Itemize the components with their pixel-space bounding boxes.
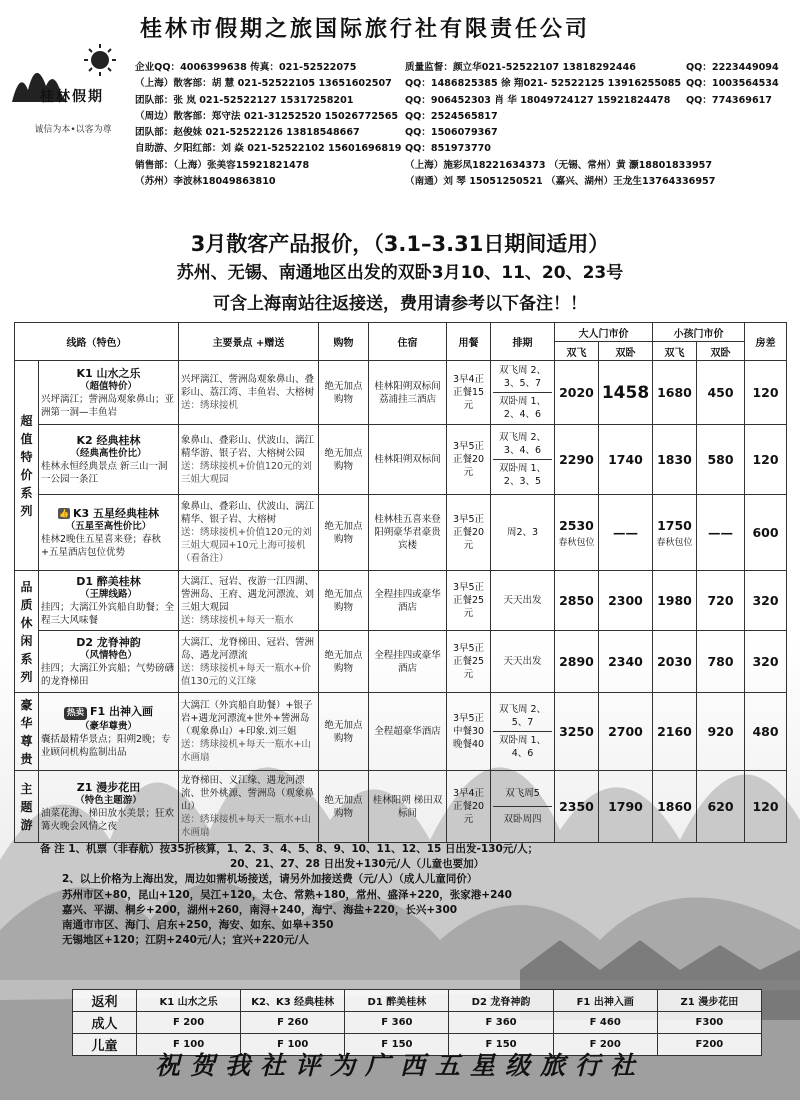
table-row [15,693,787,771]
contact-row [135,93,795,109]
rebate-cell: F 360 [449,1012,553,1034]
child-train-price: 780 [697,631,745,693]
adult-fly-price: 2020 [555,361,599,425]
route-name: D2 龙脊神韵 [76,635,141,649]
contact-text: QQ：2223449094 [686,62,779,73]
contact-text: （周边）散客部：郑守法 021-31252520 15026772565 [135,110,399,122]
sights-cell [179,771,319,843]
table-row [15,425,787,495]
contact-text: QQ：906452303 肖 华 18049724127 15921824478 [405,94,671,106]
hotel-cell: 桂林桂五喜来登 阳朔豪华君豪贵宾楼 [369,495,447,571]
rebate-cell: F 360 [345,1012,449,1034]
contact-text: （苏州）李波林18049863810 [135,176,276,188]
rebate-header: K2、K3 经典桂林 [241,990,345,1012]
table-row [15,631,787,693]
child-fly-price [653,495,697,571]
logo-text: 桂林假期 [40,89,104,105]
rebate-cell: 儿童 [73,1034,137,1056]
sights-text: 大漓江、龙脊梯田、冠岩、訾洲岛、遇龙河漂流 [181,636,315,661]
notes-block [40,842,780,948]
adult-fly-note: 春秋包位 [558,537,595,548]
rebate-cell: F 100 [137,1034,241,1056]
sights-cell [179,425,319,495]
meals-cell: 3早5正 正餐20元 [447,425,491,495]
shopping-cell: 绝无加点购物 [319,495,369,571]
hotel-cell: 全程超豪华酒店 [369,693,447,771]
sun-icon [84,44,116,76]
contact-row [135,76,795,92]
schedule-cell [491,693,555,771]
header-child-train: 双卧 [697,342,745,361]
meals-cell: 3早5正 正餐20元 [447,495,491,571]
child-fly-price: 1830 [653,425,697,495]
note-line: 苏州市区+80，昆山+120，吴江+120，太仓、常熟+180，常州、盛泽+220，张家港+240 [62,888,512,901]
contact-row [135,109,795,125]
contact-block [135,60,795,190]
adult-train-price: 1790 [599,771,653,843]
schedule-cell [491,771,555,843]
gift-text: 送：绣球接机 [181,400,239,411]
contact-row [135,125,795,141]
contact-text: QQ：851973770 [405,143,491,155]
adult-fly-price: 2850 [555,571,599,631]
rebate-cell: F 150 [449,1034,553,1056]
rebate-header: 返利 [73,990,137,1012]
meals-cell: 3早4正 正餐15元 [447,361,491,425]
sights-cell [179,571,319,631]
table-row [15,771,787,843]
sights-cell [179,361,319,425]
child-fly-price: 2030 [653,631,697,693]
schedule-train: 双卧周 1、2、3、5 [498,463,547,487]
rebate-header: Z1 漫步花田 [657,990,761,1012]
header-sights: 主要景点 +赠送 [179,323,319,361]
route-name: Z1 漫步花田 [76,780,141,794]
note-line: 备 注 1、机票（非春航）按35折核算，1、2、3、4、5、8、9、10、11、12、15 日出发-130元/人； [40,843,539,855]
gift-text: 送：绣球接机+每天一瓶水 [181,614,294,626]
schedule-cell: 天天出发 [491,571,555,631]
schedule-cell: 周2、3 [491,495,555,571]
category-value-series: 超值特价系列 [15,361,39,571]
rebate-header: D2 龙脊神韵 [449,990,553,1012]
rebate-header-row [73,990,762,1012]
hotel-cell: 全程挂四或豪华酒店 [369,631,447,693]
gift-text: 送：绣球接机+每天一瓶水+价值130元的义江缘 [181,662,311,687]
hot-badge: 热卖 [64,707,87,720]
contact-text: 企业QQ：4006399638 传真：021-52522075 [135,62,357,73]
route-desc: 囊括最精华景点；阳朔2晚；专业顾问机构监制出品 [41,733,171,758]
page-title: 3月散客产品报价，（3.1–3.31日期间适用） [190,232,610,256]
rebate-cell: F 200 [553,1034,657,1056]
contact-text: （上海）散客部：胡 慧 021-52522105 13651602507 [135,78,392,90]
single-supplement: 320 [745,571,787,631]
child-train-price: 620 [697,771,745,843]
rebate-cell: F200 [657,1034,761,1056]
rebate-header: F1 出神入画 [553,990,657,1012]
child-train-price: 720 [697,571,745,631]
category-quality-series: 品质休闲系列 [15,571,39,693]
shopping-cell: 绝无加点购物 [319,631,369,693]
rebate-cell: 成人 [73,1012,137,1034]
route-desc: 挂四；大漓江外宾船自助餐；全程三大风味餐 [41,601,175,626]
note-line: 南通市市区、海门、启东+250，海安、如东、如皋+350 [62,919,334,932]
schedule-cell [491,361,555,425]
single-supplement: 600 [745,495,787,571]
contact-row [135,174,795,190]
sights-text: 兴坪漓江、訾洲岛观象鼻山、叠彩山、荔江湾、丰鱼岩、大榕树 [181,374,315,398]
meals-cell: 3早4正 正餐20元 [447,771,491,843]
thumbs-up-icon: 👍 [59,509,69,518]
meals-cell: 3早5正 中餐30 晚餐40 [447,693,491,771]
route-tag: （特色主题游） [75,794,142,806]
adult-train-price: 1740 [599,425,653,495]
contact-text: （南通）刘 琴 15051250521 （嘉兴、湖州）王龙生13764336957 [405,176,716,188]
schedule-fly: 双飞周 2、5、7 [493,703,552,732]
footer-slogan: 祝贺我社评为广西五星级旅行社 [154,1051,645,1080]
contact-text: 销售部：（上海）张美容15921821478 [135,159,310,171]
header-shopping: 购物 [319,323,369,361]
sights-text: 大漓江（外宾船自助餐）+银子岩+遇龙河漂流+世外+訾洲岛（观象鼻山）+印象.刘三姐 [181,700,313,737]
header-child: 小孩门市价 [653,323,745,342]
header-route: 线路（特色） [15,323,179,361]
note-line: 无锡地区+120；江阴+240元/人；宜兴+220元/人 [62,934,309,947]
meals-cell: 3早5正 正餐25元 [447,571,491,631]
rebate-cell: F 100 [241,1034,345,1056]
route-name: K1 山水之乐 [76,366,141,380]
meals-cell: 3早5正 正餐25元 [447,631,491,693]
sights-text: 象鼻山、叠彩山、伏波山、漓江精华游、银子岩、大榕树公园 [181,434,315,459]
hotel-cell: 桂林阳朔 梯田双标间 [369,771,447,843]
header-schedule: 排期 [491,323,555,361]
child-train-price: —— [697,495,745,571]
adult-fly-price: 2350 [555,771,599,843]
sights-text: 象鼻山、叠彩山、伏波山、漓江精华、银子岩、大榕树 [181,501,315,525]
contact-text: 团队部：赵俊妹 021-52522126 13818548667 [135,127,360,139]
shopping-cell: 绝无加点购物 [319,571,369,631]
subtitle-transfer: 可含上海南站往返接送，费用请参考以下备注！！ [213,294,587,314]
shopping-cell: 绝无加点购物 [319,693,369,771]
rebate-header: K1 山水之乐 [137,990,241,1012]
contact-text: QQ：1486825385 徐 翔021- 52522125 13916255085 [405,78,682,90]
rebate-adult-row [73,1012,762,1034]
contact-text: QQ：774369617 [686,94,772,106]
rebate-header: D1 醉美桂林 [345,990,449,1012]
adult-train-price: 2340 [599,631,653,693]
contact-row [135,60,795,76]
child-train-price: 450 [697,361,745,425]
table-row [15,495,787,571]
single-supplement: 120 [745,361,787,425]
sights-cell [179,693,319,771]
contact-text: 自助游、夕阳红部：刘 焱 021-52522102 15601696819 [135,143,402,155]
single-supplement: 120 [745,771,787,843]
route-tag: （风情特色） [79,649,137,661]
note-line: 2、以上价格为上海出发，周边如需机场接送，请另外加接送费（元/人）（成人儿童同价） [62,873,478,886]
table-header-row [15,323,787,342]
table-row [15,571,787,631]
rebate-cell: F 460 [553,1012,657,1034]
rebate-cell: F 200 [137,1012,241,1034]
single-supplement: 120 [745,425,787,495]
adult-train-price: 2300 [599,571,653,631]
route-cell [39,361,179,425]
header-adult-train: 双卧 [599,342,653,361]
contact-text: 团队部：张 岚 021-52522127 15317258201 [135,94,354,106]
header-single: 房差 [745,323,787,361]
contact-text: QQ：1003564534 [686,78,779,90]
sights-text: 龙脊梯田、义江缘、遇龙河漂流、世外桃源、訾洲岛（观象鼻山） [181,775,315,812]
route-name: K3 五星经典桂林 [72,506,159,520]
hotel-cell: 桂林阳朔双标间 [369,425,447,495]
route-cell [39,631,179,693]
route-tag: （豪华尊贵） [79,720,137,732]
schedule-cell [491,425,555,495]
adult-fly-price: 2290 [555,425,599,495]
single-supplement: 480 [745,693,787,771]
contact-row [135,158,795,174]
route-desc: 挂四；大漓江外宾船；气势磅礴的龙脊梯田 [41,662,175,687]
note-line: 嘉兴、平湖、桐乡+200，湖州+260，南浔+240，海宁、海盐+220，长兴+300 [62,903,458,916]
shopping-cell: 绝无加点购物 [319,771,369,843]
route-name: D1 醉美桂林 [76,574,141,588]
category-luxury: 豪华尊贵 [15,693,39,771]
child-fly-price: 1680 [653,361,697,425]
contact-text: QQ：1506079367 [405,127,498,139]
header-child-fly: 双飞 [653,342,697,361]
route-cell [39,495,179,571]
company-name: 桂林市假期之旅国际旅行社有限责任公司 [140,17,591,42]
route-desc: 桂林永恒经典景点 新三山一洞一公园一条江 [41,460,168,485]
adult-fly-price [555,495,599,571]
gift-text: 送：绣球接机+每天一瓶水+山水画扇 [181,814,311,838]
child-fly-price: 2160 [653,693,697,771]
child-fly-note: 春秋包位 [656,537,693,548]
price-table [14,322,787,843]
route-tag: （王牌线路） [79,588,137,600]
gift-text: 送：绣球接机+价值120元的刘三姐大观园 [181,460,312,485]
shopping-cell: 绝无加点购物 [319,361,369,425]
route-desc: 兴坪漓江；訾洲岛观象鼻山；亚洲第一洞—丰鱼岩 [41,393,175,418]
adult-train-price: 1458 [599,361,653,425]
child-train-price: 580 [697,425,745,495]
gift-text: 送：绣球接机+每天一瓶水+山水画扇 [181,739,311,763]
contact-text: 质量监督：颜立华021-52522107 13818292446 [405,62,636,73]
single-supplement: 320 [745,631,787,693]
child-train-price: 920 [697,693,745,771]
header-meals: 用餐 [447,323,491,361]
table-row [15,361,787,425]
sights-text: 大漓江、冠岩、夜游一江四湖、訾洲岛、王府、遇龙河漂流、刘三姐大观园 [181,575,315,613]
route-name: F1 出神入画 [90,704,153,718]
route-desc: 桂林2晚住五星喜来登；春秋+五星酒店包位优势 [41,533,162,558]
header-hotel: 住宿 [369,323,447,361]
child-fly-value: 1750 [657,517,692,533]
route-desc: 油菜花海、梯田放水美景；狂欢篝火晚会风情之夜 [41,807,175,832]
schedule-fly: 双飞周5 [493,787,552,807]
hotel-cell: 全程挂四或豪华酒店 [369,571,447,631]
contact-text: （上海）施彩凤18221634373 （无锡、常州）黄 灏18801833957 [405,159,713,171]
category-theme: 主题游 [15,771,39,843]
schedule-train: 双卧周 1、4、6 [498,735,547,759]
route-cell [39,693,179,771]
route-tag: （经典高性价比） [70,447,147,459]
schedule-cell: 天天出发 [491,631,555,693]
adult-train-price: —— [599,495,653,571]
header-adult: 大人门市价 [555,323,653,342]
sights-cell [179,631,319,693]
shopping-cell: 绝无加点购物 [319,425,369,495]
child-fly-price: 1860 [653,771,697,843]
schedule-train: 双卧周四 [503,814,542,825]
schedule-train: 双卧周 1、2、4、6 [498,396,547,420]
header-adult-fly: 双飞 [555,342,599,361]
child-fly-price: 1980 [653,571,697,631]
route-tag: （超值特价） [79,380,137,392]
contact-row [135,141,795,157]
rebate-cell: F 150 [345,1034,449,1056]
adult-fly-value: 2530 [559,517,594,533]
schedule-fly: 双飞周 2、3、4、6 [493,431,552,460]
adult-fly-price: 2890 [555,631,599,693]
rebate-cell: F300 [657,1012,761,1034]
route-tag: （五星至高性价比） [65,520,152,532]
logo-slogan: 诚信为本•以客为尊 [34,125,112,135]
sights-cell [179,495,319,571]
route-cell [39,571,179,631]
route-name: K2 经典桂林 [76,433,141,447]
schedule-fly: 双飞周 2、3、5、7 [493,364,552,393]
gift-text: 送：绣球接机+价值120元的刘三姐大观园+10元上海可接机（看备注） [181,527,312,564]
route-cell [39,771,179,843]
hotel-cell: 桂林阳朔双标间 荔浦挂三酒店 [369,361,447,425]
adult-train-price: 2700 [599,693,653,771]
rebate-cell: F 260 [241,1012,345,1034]
route-cell [39,425,179,495]
subtitle-departure: 苏州、无锡、南通地区出发的双卧3月10、11、20、23号 [176,263,624,283]
adult-fly-price: 3250 [555,693,599,771]
contact-text: QQ：2524565817 [405,110,498,122]
note-line: 20、21、27、28 日出发+130元/人（儿童也要加） [230,858,485,871]
